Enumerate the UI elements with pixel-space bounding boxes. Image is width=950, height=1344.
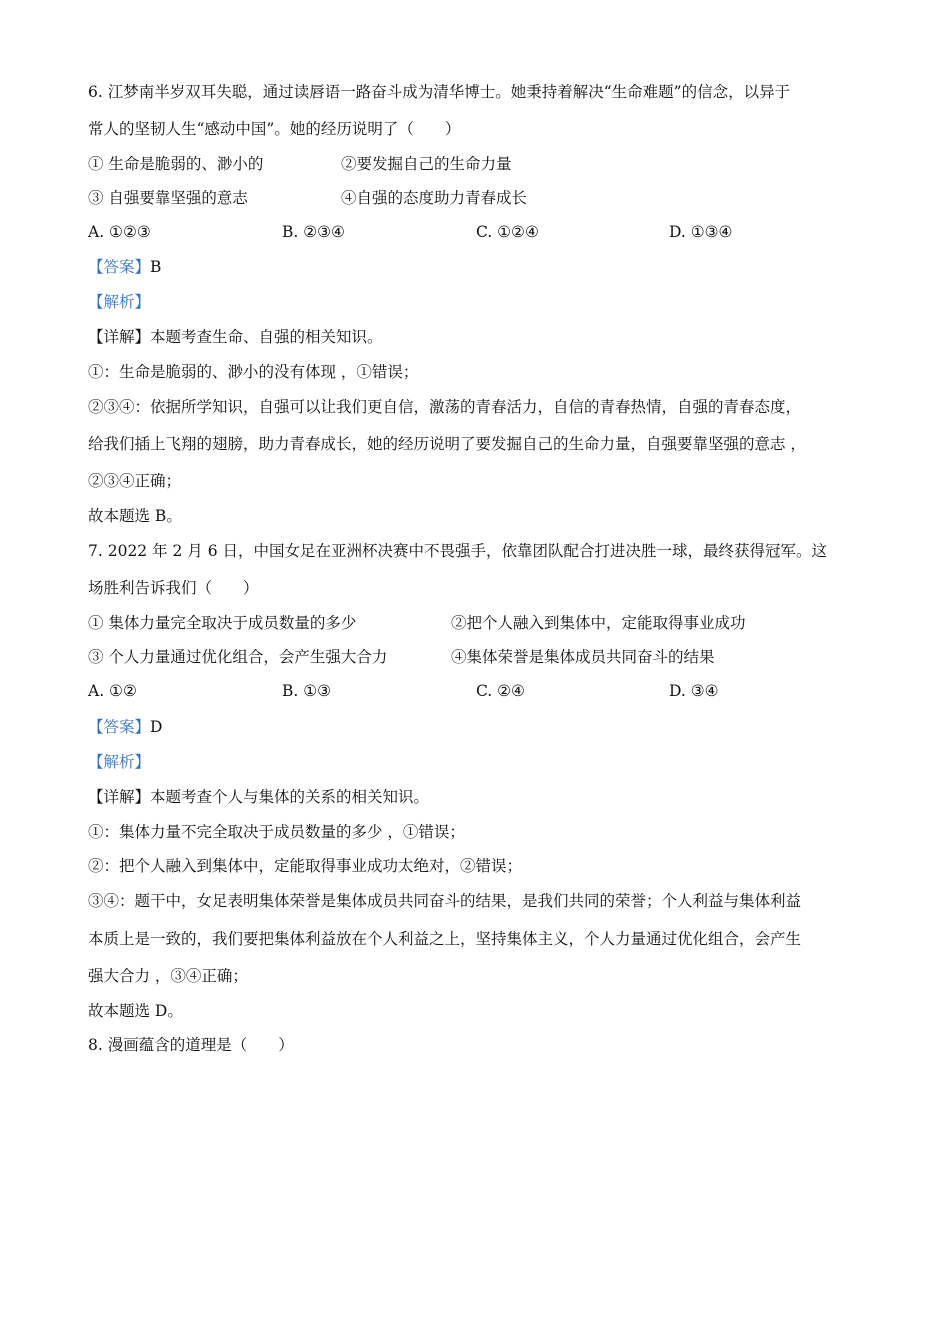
q7-explanation-3-line2: 本质上是一致的，我们要把集体利益放在个人利益之上，坚持集体主义，个人力量通过优化组合，会产生 [88, 930, 802, 948]
q7-answer [88, 717, 162, 737]
q7-answer-value: D [150, 718, 163, 736]
q6-explanation-2-line3: ②③④正确； [88, 472, 182, 490]
q7-choice-b: B. ①③ [282, 682, 332, 700]
q7-detail-text: 本题考查个人与集体的关系的相关知识。 [150, 788, 430, 806]
q7-statement-2: ②把个人融入到集体中，定能取得事业成功 [451, 614, 746, 632]
q7-choice-c: C. ②④ [476, 682, 525, 700]
q6-choice-c: C. ①②④ [476, 223, 539, 241]
q7-statement-4: ④集体荣誉是集体成员共同奋斗的结果 [451, 648, 715, 666]
q6-statement-2: ②要发掘自己的生命力量 [341, 155, 512, 173]
q7-conclusion: 故本题选 D。 [88, 1002, 183, 1020]
q7-explanation-3-line1: ③④：题干中，女足表明集体荣誉是集体成员共同奋斗的结果，是我们共同的荣誉；个人利益与集体利益 [88, 892, 802, 910]
q7-stem-line1: 7. 2022 年 2 月 6 日，中国女足在亚洲杯决赛中不畏强手，依靠团队配合打进决胜一球，最终获得冠军。这 [88, 542, 828, 560]
q7-explanation-1: ①：集体力量不完全取决于成员数量的多少 ，①错误； [88, 823, 465, 841]
q7-analysis-label: 【解析】 [88, 753, 151, 771]
q8-stem: 8. 漫画蕴含的道理是（ ） [88, 1036, 294, 1054]
q6-statement-3: ③ 自强要靠坚强的意志 [88, 189, 248, 207]
q6-detail [88, 327, 383, 347]
q7-answer-label: 【答案】 [88, 718, 151, 736]
q7-explanation-2: ②：把个人融入到集体中，定能取得事业成功太绝对，②错误； [88, 857, 523, 875]
q6-detail-label: 【详解】 [88, 328, 151, 346]
q6-choice-a: A. ①②③ [88, 223, 151, 241]
q6-explanation-2-line2: 给我们插上飞翔的翅膀，助力青春成长，她的经历说明了要发掘自己的生命力量，自强要靠坚强的意志 ， [88, 435, 806, 453]
q7-statement-3: ③ 个人力量通过优化组合，会产生强大合力 [88, 648, 388, 666]
q7-detail [88, 787, 429, 807]
q6-statement-1: ① 生命是脆弱的、渺小的 [88, 155, 264, 173]
q6-explanation-1: ①：生命是脆弱的、渺小的没有体现 ，①错误； [88, 363, 419, 381]
q6-detail-text: 本题考查生命、自强的相关知识。 [150, 328, 383, 346]
q7-stem-line2: 场胜利告诉我们（ ） [88, 579, 259, 597]
q7-explanation-3-line3: 强大合力 ，③④正确； [88, 967, 248, 985]
q6-answer-label: 【答案】 [88, 258, 151, 276]
q6-stem-line1: 6. 江梦南半岁双耳失聪，通过读唇语一路奋斗成为清华博士。她秉持着解决“生命难题”的信念，以异于 [88, 83, 791, 101]
q6-stem-line2: 常人的坚韧人生“感动中国”。她的经历说明了（ ） [88, 120, 461, 138]
q6-answer [88, 257, 161, 277]
q6-statement-4: ④自强的态度助力青春成长 [341, 189, 528, 207]
q7-choice-a: A. ①② [88, 682, 137, 700]
q7-choice-d: D. ③④ [669, 682, 719, 700]
q7-statement-1: ① 集体力量完全取决于成员数量的多少 [88, 614, 357, 632]
q6-explanation-2-line1: ②③④：依据所学知识，自强可以让我们更自信，激荡的青春活力，自信的青春热情，自强的青春态度， [88, 398, 802, 416]
q6-choice-b: B. ②③④ [282, 223, 345, 241]
q6-answer-value: B [150, 258, 162, 276]
q6-conclusion: 故本题选 B。 [88, 507, 182, 525]
q6-choice-d: D. ①③④ [669, 223, 733, 241]
q7-detail-label: 【详解】 [88, 788, 151, 806]
q6-analysis-label: 【解析】 [88, 293, 151, 311]
